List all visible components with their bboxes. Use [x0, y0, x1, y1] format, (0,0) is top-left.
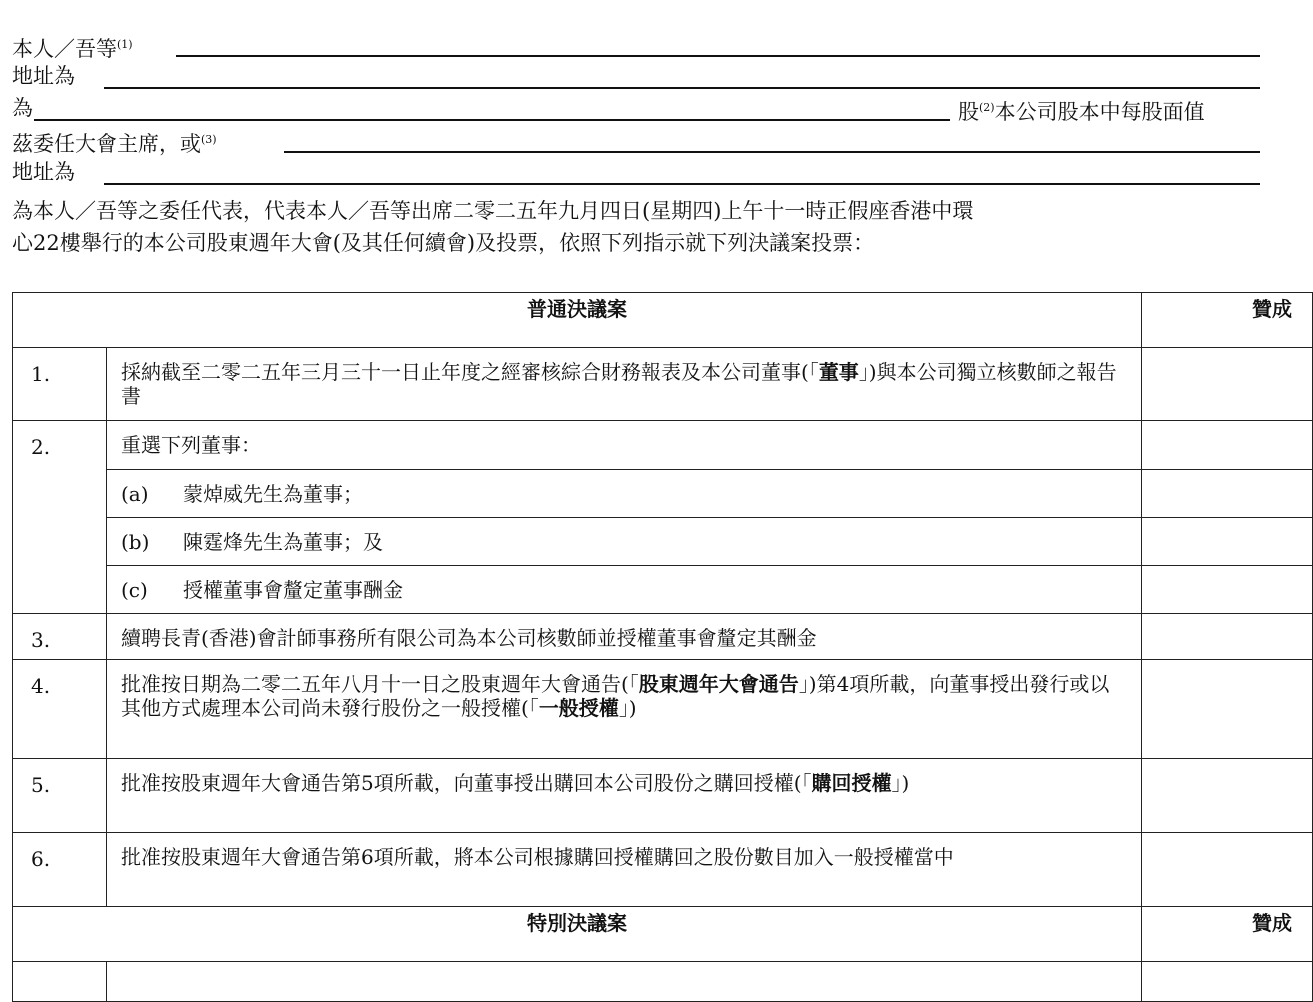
resolution-row-3: [13, 614, 1313, 660]
resolution-text: 重選下列董事：: [107, 421, 1142, 470]
resolution-number: [13, 962, 107, 1002]
appointor-label: 本人／吾等: [12, 37, 117, 61]
resolution-text: 續聘長青(香港)會計師事務所有限公司為本公司核數師並授權董事會釐定其酬金: [107, 614, 1142, 660]
subitem-label: (a): [121, 482, 149, 506]
instruction-paragraph-1: 為本人／吾等之委任代表，代表本人／吾等出席二零二五年九月四日(星期四)上午十一時正假座香港中環: [12, 199, 974, 223]
resolution-number: 2.: [13, 421, 107, 614]
shares-label: 為: [12, 96, 33, 120]
note-ref-2: (2): [979, 101, 995, 114]
address-line-2: [12, 157, 75, 187]
shares-field[interactable]: [34, 119, 950, 121]
for-header-special: [1142, 907, 1313, 962]
instruction-paragraph-2: 心22樓舉行的本公司股東週年大會(及其任何續會)及投票，依照下列指示就下列決議案投票：: [12, 231, 875, 255]
special-resolutions-header: 特別決議案: [13, 907, 1142, 962]
address-field-2[interactable]: [104, 183, 1260, 185]
defined-term: 董事: [818, 360, 859, 384]
resolution-number: 6.: [13, 833, 107, 907]
resolution-row-6: [13, 833, 1313, 907]
subitem-text: 蒙焯威先生為董事；: [183, 482, 363, 506]
proxy-line: [12, 125, 217, 155]
for-vote-box[interactable]: [1142, 962, 1313, 1002]
subitem-label: (b): [121, 530, 150, 554]
resolution-number: 3.: [13, 614, 107, 660]
address-line-1: [12, 61, 75, 91]
subitem-text: 陳霆烽先生為董事；及: [183, 530, 383, 554]
resolution-text: [107, 759, 1142, 833]
resolution-subitem: [107, 566, 1142, 614]
shares-suffix-text: 股: [958, 100, 979, 124]
subitem-text: 授權董事會釐定董事酬金: [183, 578, 403, 602]
resolution-text-part: 批准按股東週年大會通告第5項所載，向董事授出購回本公司股份之購回授權(「: [121, 771, 812, 795]
proxy-label: 茲委任大會主席，或: [12, 132, 201, 156]
resolution-text: [107, 962, 1142, 1002]
resolution-row-4: [13, 660, 1313, 759]
appointor-line: [12, 30, 133, 60]
special-header-row: [13, 907, 1313, 962]
resolution-row-1: [13, 348, 1313, 421]
address-field-1[interactable]: [104, 87, 1260, 89]
resolution-number: 1.: [13, 348, 107, 421]
proxy-field[interactable]: [284, 151, 1260, 153]
resolutions-table: [12, 292, 1313, 1002]
for-vote-box[interactable]: [1142, 421, 1313, 470]
for-header-text: 贊成: [1252, 911, 1292, 935]
address-label-2: 地址為: [12, 160, 75, 184]
for-vote-box[interactable]: [1142, 566, 1313, 614]
resolution-text-part: 」)與本公司獨立核數師之報告書: [121, 360, 1117, 408]
special-row-partial: [13, 962, 1313, 1002]
resolution-number: 5.: [13, 759, 107, 833]
resolution-text-part: 採納截至二零二五年三月三十一日止年度之經審核綜合財務報表及本公司董事(「: [121, 360, 819, 384]
ordinary-resolutions-header: 普通決議案: [13, 293, 1142, 348]
for-vote-box[interactable]: [1142, 614, 1313, 660]
address-label-1: 地址為: [12, 64, 75, 88]
resolution-text: 批准按股東週年大會通告第6項所載，將本公司根據購回授權購回之股份數目加入一般授權當中: [107, 833, 1142, 907]
note-ref-3: (3): [201, 133, 217, 146]
resolution-text: [107, 660, 1142, 759]
for-vote-box[interactable]: [1142, 833, 1313, 907]
shares-suffix: [958, 93, 1205, 123]
resolution-text-part: 」)第4項所載，向董事授出發行或以其他方式處理本公司尚未發行股份之一般授權(「: [121, 672, 1110, 720]
resolution-number: 4.: [13, 660, 107, 759]
resolution-text-part: 」): [891, 771, 910, 795]
resolution-row-2b: [13, 518, 1313, 566]
shares-suffix-rest: 本公司股本中每股面值: [994, 100, 1205, 124]
resolution-row-2c: [13, 566, 1313, 614]
defined-term: 股東週年大會通告: [638, 672, 799, 696]
ordinary-header-row: [13, 293, 1313, 348]
for-header-text: 贊成: [1252, 297, 1292, 321]
appointor-field[interactable]: [176, 55, 1260, 57]
for-vote-box[interactable]: [1142, 660, 1313, 759]
for-vote-box[interactable]: [1142, 348, 1313, 421]
shares-line: [12, 93, 33, 123]
for-vote-box[interactable]: [1142, 470, 1313, 518]
for-vote-box[interactable]: [1142, 759, 1313, 833]
resolution-text-part: 批准按日期為二零二五年八月十一日之股東週年大會通告(「: [121, 672, 639, 696]
for-vote-box[interactable]: [1142, 518, 1313, 566]
resolution-row-2: [13, 421, 1313, 470]
subitem-label: (c): [121, 578, 148, 602]
defined-term: 一般授權: [538, 696, 619, 720]
resolution-subitem: [107, 470, 1142, 518]
resolution-text-part: 」): [618, 696, 637, 720]
for-header: [1142, 293, 1313, 348]
resolution-row-2a: [13, 470, 1313, 518]
note-ref-1: (1): [117, 38, 133, 51]
resolution-text: [107, 348, 1142, 421]
defined-term: 購回授權: [811, 771, 892, 795]
resolution-row-5: [13, 759, 1313, 833]
resolution-subitem: [107, 518, 1142, 566]
